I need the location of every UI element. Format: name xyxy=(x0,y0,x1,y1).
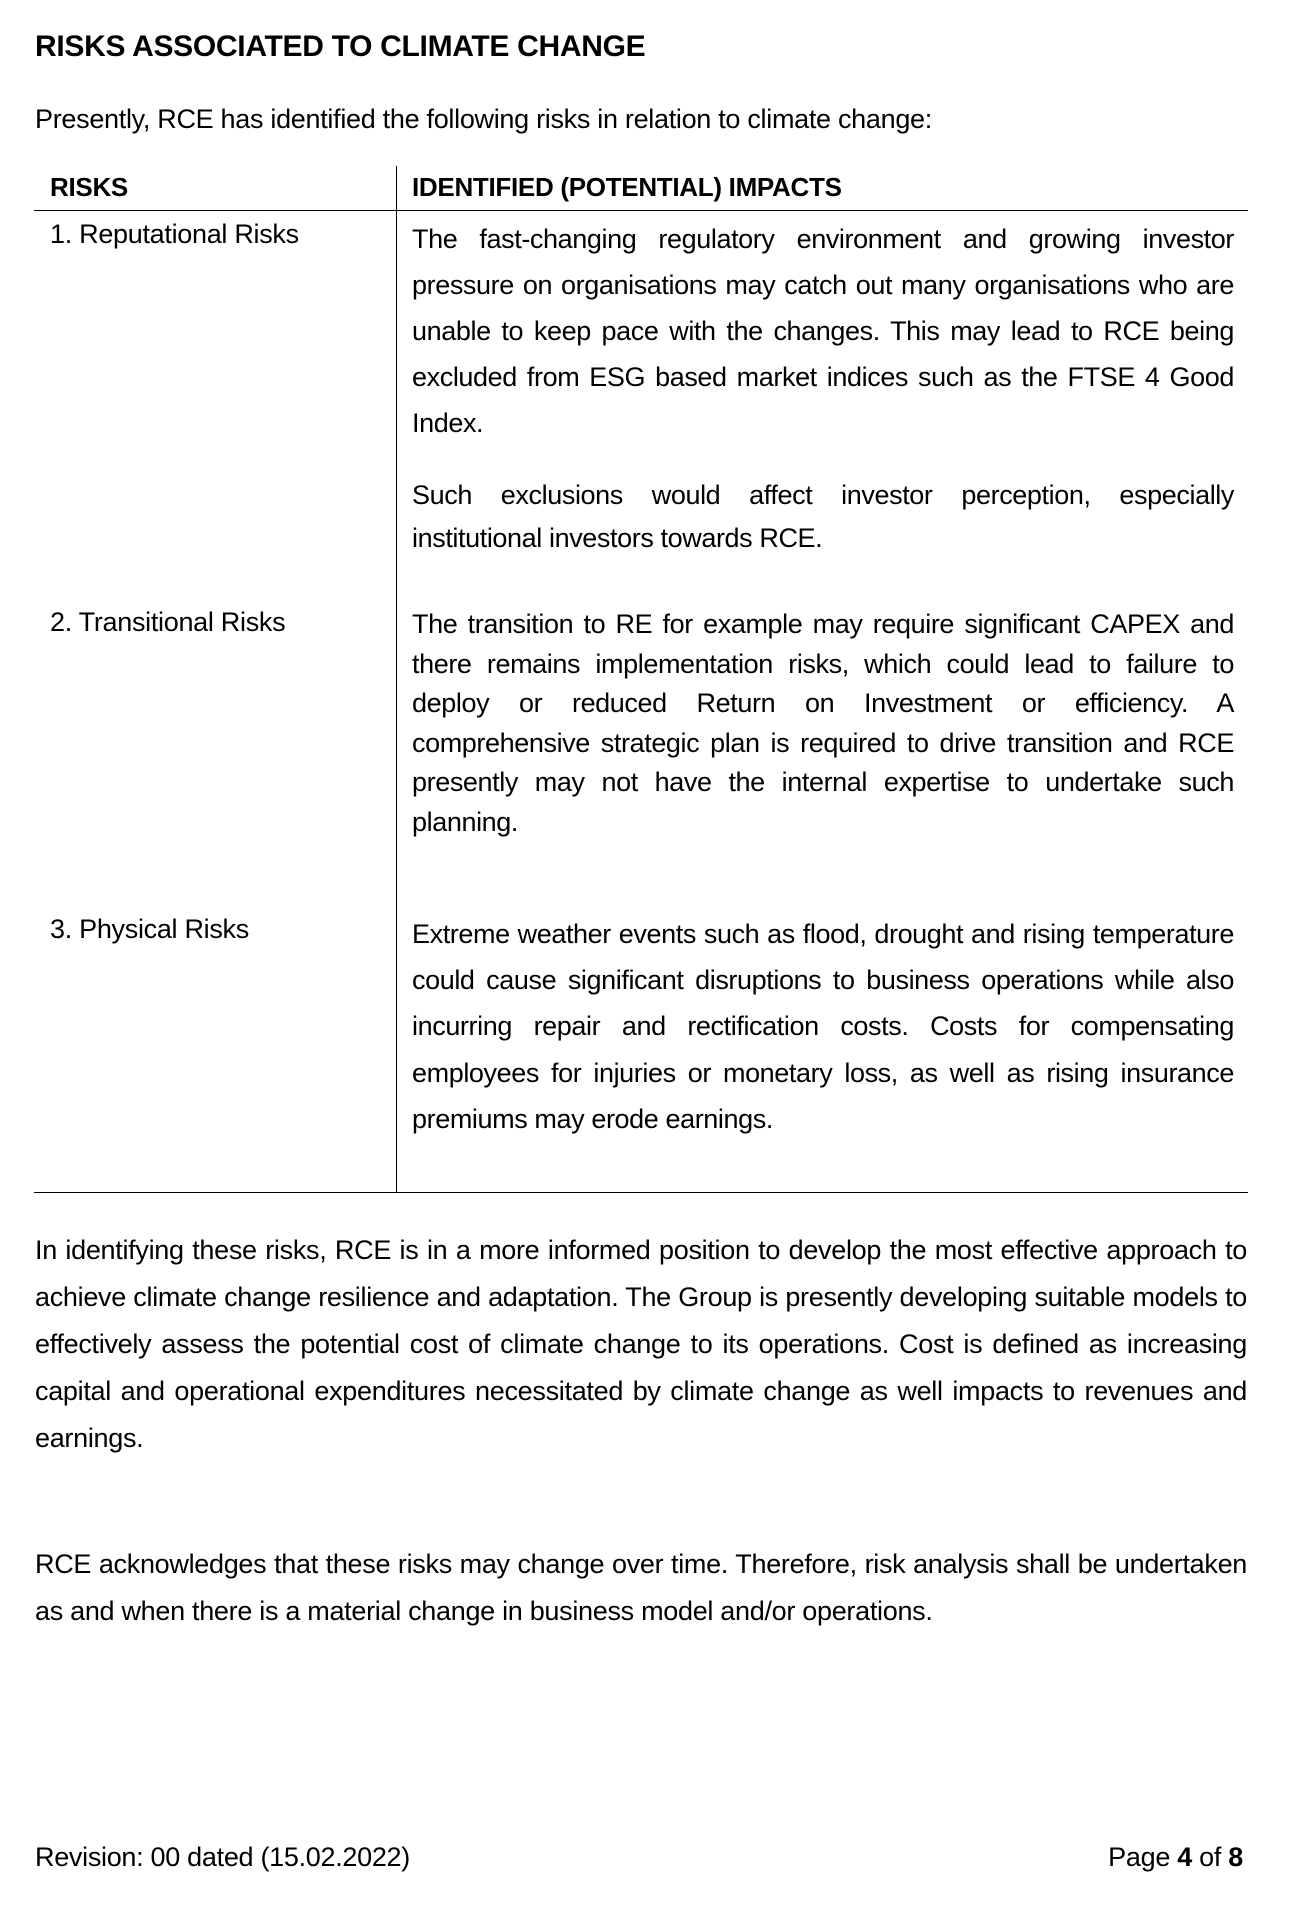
body-paragraph-2 xyxy=(35,1541,1247,1634)
paragraph-text: RCE acknowledges that these risks may change over time. Therefore, risk analysis shall be undertaken as and when there is a material change in business model and/or operations. xyxy=(35,1549,1247,1626)
impact-text: The fast-changing regulatory environment and growing investor pressure on organisations may catch out many organisations who are unable to keep pace with the changes. This may lead to RCE being excluded from ESG based market indices such as the FTSE 4 Good Index. xyxy=(412,224,1234,438)
table-header-rule xyxy=(34,210,1248,211)
table-header-risks: RISKS xyxy=(50,172,128,202)
page-mid: of xyxy=(1191,1842,1229,1872)
risk-label-transitional: 2. Transitional Risks xyxy=(50,607,286,637)
risk-label-reputational: 1. Reputational Risks xyxy=(50,219,299,249)
body-paragraph-1 xyxy=(35,1227,1247,1462)
table-header-impacts: IDENTIFIED (POTENTIAL) IMPACTS xyxy=(412,172,842,202)
impact-cell-reputational xyxy=(412,216,1234,446)
page-total: 8 xyxy=(1228,1842,1243,1872)
intro-text: Presently, RCE has identified the following risks in relation to climate change: xyxy=(35,104,932,134)
page-title: RISKS ASSOCIATED TO CLIMATE CHANGE xyxy=(35,30,646,63)
impact-cell-physical xyxy=(412,911,1234,1142)
impact-text: The transition to RE for example may require significant CAPEX and there remains implementation risks, which could lead to failure to deploy or reduced Return on Investment or efficiency. A comprehensive strategic plan is required to drive transition and RCE presently may not have the internal expertise to undertake such planning. xyxy=(412,609,1234,837)
impact-cell-reputational-extra xyxy=(412,474,1234,560)
page-current: 4 xyxy=(1177,1842,1192,1872)
paragraph-text: In identifying these risks, RCE is in a more informed position to develop the most effective approach to achieve climate change resilience and adaptation. The Group is presently developing suitable models to effectively assess the potential cost of climate change to its operations. Cost is defined as increasing capital and operational expenditures necessitated by climate change as well impacts to revenues and earnings. xyxy=(35,1235,1247,1453)
page-number xyxy=(1108,1842,1243,1873)
impact-cell-transitional xyxy=(412,605,1234,843)
risk-label-physical: 3. Physical Risks xyxy=(50,914,249,944)
table-bottom-rule xyxy=(34,1192,1248,1193)
revision-footer: Revision: 00 dated (15.02.2022) xyxy=(35,1842,410,1872)
impact-text: Extreme weather events such as flood, drought and rising temperature could cause significant disruptions to business operations while also incurring repair and rectification costs. Costs for compensating employees for injuries or monetary loss, as well as rising insurance premiums may erode earnings. xyxy=(412,919,1234,1134)
impact-text: Such exclusions would affect investor perception, especially institutional investors towards RCE. xyxy=(412,480,1234,553)
page-prefix: Page xyxy=(1108,1842,1178,1872)
table-column-divider xyxy=(396,166,397,1193)
